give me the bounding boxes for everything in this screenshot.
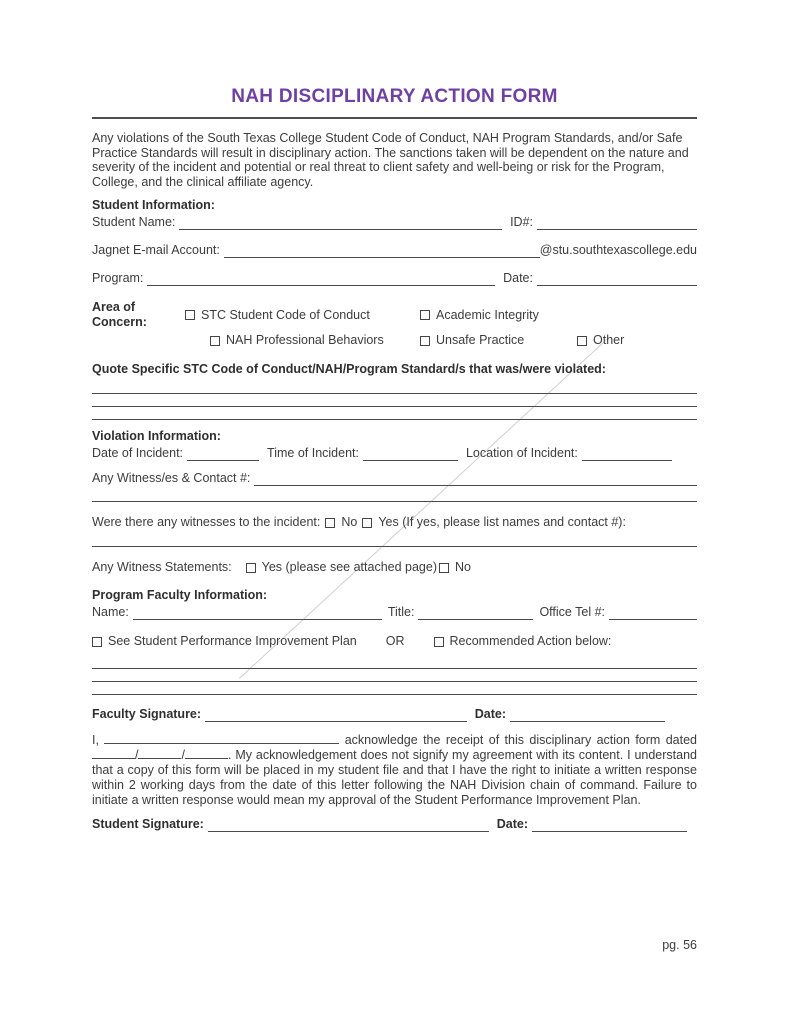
program-label: Program: <box>92 271 144 286</box>
checkbox-academic-integrity[interactable] <box>420 308 539 323</box>
checkbox[interactable] <box>420 336 430 346</box>
recommended-action-line-2[interactable] <box>92 669 697 682</box>
incident-location-label: Location of Incident: <box>465 446 578 461</box>
title-divider <box>92 117 697 119</box>
student-info-heading: Student Information: <box>92 198 215 213</box>
checkbox[interactable] <box>439 563 449 573</box>
or-label: OR <box>385 634 405 649</box>
student-name-label: Student Name: <box>92 215 176 230</box>
checkbox-label: Yes (please see attached page) <box>261 560 438 575</box>
quote-heading: Quote Specific STC Code of Conduct/NAH/Program Standard/s that was/were violated: <box>92 362 606 377</box>
slash: / <box>181 748 185 763</box>
student-date-label: Date: <box>496 817 528 832</box>
incident-location-field[interactable] <box>582 446 672 461</box>
checkbox-stc-code-of-conduct[interactable] <box>185 308 420 323</box>
quote-answer-line-2[interactable] <box>92 394 697 407</box>
checkbox[interactable] <box>420 310 430 320</box>
slash: / <box>135 748 139 763</box>
student-name-field[interactable] <box>179 215 502 230</box>
witness-statements-label: Any Witness Statements: <box>92 560 232 575</box>
checkbox[interactable] <box>325 518 335 528</box>
student-signature-label: Student Signature: <box>92 817 204 832</box>
witness-contact-label: Any Witness/es & Contact #: <box>92 471 251 486</box>
checkbox[interactable] <box>92 637 102 647</box>
student-id-label: ID#: <box>510 215 533 230</box>
ack-name-field[interactable] <box>104 733 339 744</box>
form-title: NAH DISCIPLINARY ACTION FORM <box>231 86 558 107</box>
faculty-date-field[interactable] <box>510 707 665 722</box>
faculty-signature-field[interactable] <box>205 707 467 722</box>
office-tel-label: Office Tel #: <box>539 605 605 620</box>
faculty-title-label: Title: <box>387 605 415 620</box>
checkbox-statements-no[interactable] <box>439 560 471 575</box>
ack-lead: I, <box>92 733 99 748</box>
ack-rest: . My acknowledgement does not signify my agreement with its content. I understand that a copy of this form will be placed in my student file and that I have the right to initiate a written response within 2 working days from the date of this letter following the NAH Division chain of command. Failure to initiate a written response would mean my approval of the Student Performance Improvement Plan. <box>92 748 697 808</box>
incident-time-label: Time of Incident: <box>267 446 359 461</box>
checkbox[interactable] <box>210 336 220 346</box>
checkbox-improvement-plan[interactable] <box>92 634 357 649</box>
acknowledgment-paragraph <box>92 733 697 808</box>
area-of-concern-label: Area of Concern: <box>92 300 147 330</box>
witness-contact-field[interactable] <box>254 471 697 486</box>
program-date-label: Date: <box>503 271 533 286</box>
checkbox-label: NAH Professional Behaviors <box>226 333 384 348</box>
checkbox[interactable] <box>246 563 256 573</box>
checkbox-label: STC Student Code of Conduct <box>201 307 370 322</box>
program-field[interactable] <box>147 271 495 286</box>
checkbox-label: Other <box>593 333 625 348</box>
checkbox-label: Yes (If yes, please list names and contact #): <box>378 515 626 530</box>
witness-question: Were there any witnesses to the incident: <box>92 515 321 530</box>
quote-answer-line-3[interactable] <box>92 407 697 420</box>
checkbox[interactable] <box>362 518 372 528</box>
ack-date-day-field[interactable] <box>138 748 181 759</box>
incident-date-field[interactable] <box>187 446 259 461</box>
ack-date-year-field[interactable] <box>185 748 228 759</box>
quote-answer-line-1[interactable] <box>92 381 697 394</box>
checkbox-other[interactable] <box>577 333 624 348</box>
faculty-signature-label: Faculty Signature: <box>92 707 202 722</box>
checkbox-witness-no[interactable] <box>325 515 357 530</box>
checkbox-label: Recommended Action below: <box>449 634 612 649</box>
page-number: pg. 56 <box>662 938 697 952</box>
student-signature-field[interactable] <box>208 817 489 832</box>
program-date-field[interactable] <box>537 271 697 286</box>
email-domain-label: @stu.southtexascollege.edu <box>539 243 697 258</box>
incident-date-label: Date of Incident: <box>92 446 184 461</box>
checkbox[interactable] <box>577 336 587 346</box>
checkbox[interactable] <box>434 637 444 647</box>
violation-info-heading: Violation Information: <box>92 429 221 444</box>
witness-contact-line-2[interactable] <box>92 486 697 502</box>
student-date-field[interactable] <box>532 817 687 832</box>
checkbox-statements-yes[interactable] <box>246 560 437 575</box>
checkbox-label: No <box>455 560 471 575</box>
jagnet-email-field[interactable] <box>224 243 540 258</box>
ack-after-name: acknowledge the receipt of this disciplinary action form dated <box>344 733 697 748</box>
jagnet-email-label: Jagnet E-mail Account: <box>92 243 220 258</box>
ack-date-month-field[interactable] <box>92 748 135 759</box>
faculty-title-field[interactable] <box>418 605 533 620</box>
faculty-name-label: Name: <box>92 605 129 620</box>
checkbox-recommended-action[interactable] <box>434 634 612 649</box>
recommended-action-line-3[interactable] <box>92 682 697 695</box>
checkbox-label: Academic Integrity <box>436 307 539 322</box>
checkbox[interactable] <box>185 310 195 320</box>
faculty-info-heading: Program Faculty Information: <box>92 588 268 603</box>
intro-paragraph: Any violations of the South Texas College Student Code of Conduct, NAH Program Standards, and/or Safe Practice Standards will result in disciplinary action. The sanctions taken will be dependent on the nature and severity of the incident and potential or real threat to client safety and well-being or risk for the Program, College, and the clinical affiliate agency. <box>92 131 689 189</box>
student-id-field[interactable] <box>537 215 697 230</box>
faculty-name-field[interactable] <box>133 605 382 620</box>
checkbox-label: No <box>341 515 358 530</box>
faculty-date-label: Date: <box>474 707 506 722</box>
checkbox-label: See Student Performance Improvement Plan <box>108 634 357 649</box>
incident-time-field[interactable] <box>363 446 458 461</box>
checkbox-label: Unsafe Practice <box>436 333 525 348</box>
recommended-action-line-1[interactable] <box>92 656 697 669</box>
office-tel-field[interactable] <box>609 605 697 620</box>
checkbox-unsafe-practice[interactable] <box>420 333 577 348</box>
checkbox-nah-professional-behaviors[interactable] <box>210 333 420 348</box>
